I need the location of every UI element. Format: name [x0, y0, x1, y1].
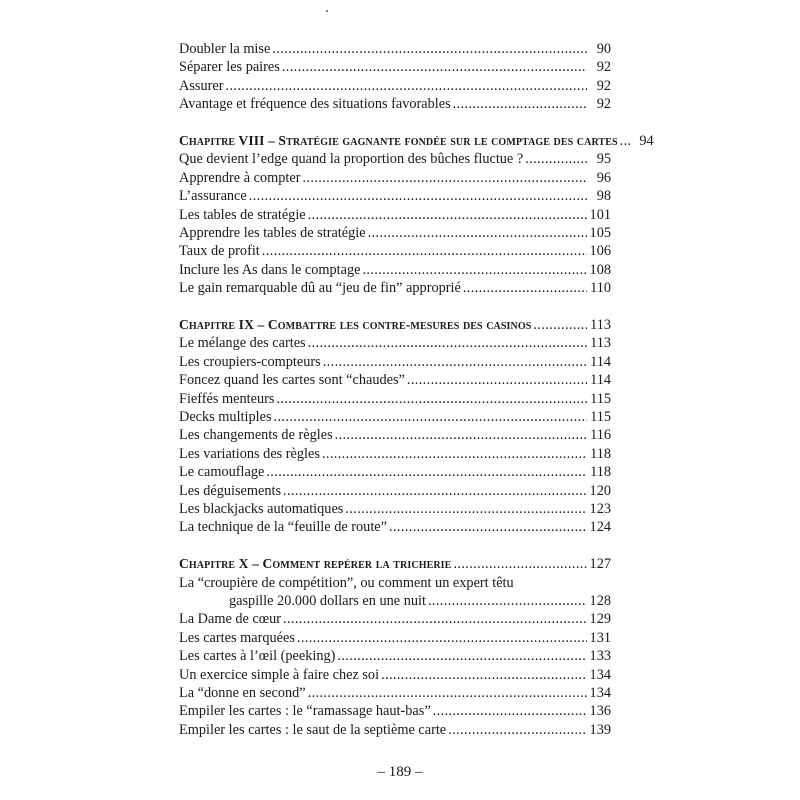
toc-entry[interactable] — [179, 40, 611, 58]
entry-page-number: 110 — [590, 280, 611, 297]
dot-leader — [297, 629, 587, 647]
entry-page-number: 131 — [589, 629, 611, 646]
toc-entry[interactable] — [179, 224, 611, 242]
entry-title: L’assurance — [179, 188, 247, 205]
dot-leader — [225, 77, 587, 95]
toc-entry[interactable] — [179, 666, 611, 684]
dot-leader — [345, 500, 587, 518]
entry-page-number: 118 — [590, 445, 611, 462]
toc-entry[interactable] — [179, 169, 611, 187]
toc-entry-continuation[interactable] — [179, 592, 611, 610]
dot-leader — [381, 666, 587, 684]
entry-page-number: 92 — [596, 96, 611, 113]
entry-page-number: 92 — [596, 77, 611, 94]
dot-leader — [337, 647, 587, 665]
toc-entry[interactable] — [179, 518, 611, 536]
entry-title: Empiler les cartes : le saut de la septième carte — [179, 721, 447, 738]
dot-leader — [262, 242, 587, 260]
entry-title: Les déguisements — [179, 482, 282, 499]
entry-page-number: 108 — [589, 261, 611, 278]
entry-title: Les cartes marquées — [179, 629, 295, 646]
dot-leader — [433, 702, 587, 720]
chapter-title: Chapitre IX – Combattre les contre-mesures des casinos — [179, 317, 532, 333]
toc-entry[interactable] — [179, 647, 611, 665]
entry-page-number: 95 — [596, 151, 611, 168]
chapter-title: Chapitre VIII – Stratégie gagnante fondée sur le comptage des cartes — [179, 133, 618, 149]
entry-page-number: 120 — [589, 482, 611, 499]
dot-leader — [283, 482, 587, 500]
toc-section — [179, 316, 611, 537]
chapter-page-number: 94 — [639, 133, 654, 150]
toc-entry[interactable] — [179, 445, 611, 463]
dot-leader — [525, 150, 587, 168]
entry-title-continuation: gaspille 20.000 dollars en une nuit — [229, 593, 426, 610]
chapter-page-number: 127 — [589, 556, 611, 573]
entry-title: Fieffés menteurs — [179, 390, 275, 407]
dot-leader — [453, 555, 587, 573]
toc-entry[interactable] — [179, 702, 611, 720]
entry-title: Foncez quand les cartes sont “chaudes” — [179, 372, 405, 389]
entry-page-number: 90 — [596, 41, 611, 57]
entry-page-number: 123 — [589, 500, 611, 517]
table-of-contents — [179, 40, 654, 739]
entry-title: Les blackjacks automatiques — [179, 500, 344, 517]
chapter-heading[interactable] — [179, 555, 611, 573]
entry-page-number: 105 — [589, 225, 611, 242]
dot-leader — [362, 261, 587, 279]
toc-entry[interactable] — [179, 206, 611, 224]
toc-entry[interactable] — [179, 261, 611, 279]
entry-title: Inclure les As dans le comptage — [179, 261, 361, 278]
entry-page-number: 106 — [589, 243, 611, 260]
entry-page-number: 96 — [596, 169, 611, 186]
toc-entry[interactable] — [179, 610, 611, 628]
entry-title: Decks multiples — [179, 409, 272, 426]
entry-page-number: 114 — [590, 372, 611, 389]
entry-title: Séparer les paires — [179, 59, 280, 76]
dot-leader — [407, 371, 587, 389]
toc-section — [179, 132, 654, 298]
dot-leader — [428, 592, 587, 610]
entry-page-number: 129 — [589, 611, 611, 628]
dot-leader — [463, 279, 587, 297]
entry-page-number: 124 — [589, 519, 611, 536]
entry-page-number: 134 — [589, 666, 611, 683]
toc-entry[interactable] — [179, 187, 611, 205]
dot-leader — [302, 169, 587, 187]
dot-leader — [282, 58, 587, 76]
entry-title: Le gain remarquable dû au “jeu de fin” approprié — [179, 280, 461, 297]
toc-section — [179, 40, 611, 114]
entry-title: Assurer — [179, 77, 224, 94]
entry-title: La Dame de cœur — [179, 611, 282, 628]
toc-entry[interactable] — [179, 463, 611, 481]
entry-page-number: 118 — [590, 464, 611, 481]
dot-leader — [266, 463, 587, 481]
toc-entry[interactable] — [179, 371, 611, 389]
entry-page-number: 134 — [589, 685, 611, 701]
dot-leader — [323, 353, 587, 371]
entry-page-number: 113 — [590, 335, 611, 352]
chapter-title: Chapitre X – Comment repérer la tricherie — [179, 556, 452, 572]
dot-leader — [283, 610, 587, 628]
toc-entry[interactable] — [179, 242, 611, 260]
toc-entry[interactable] — [179, 721, 611, 739]
dot-leader — [272, 40, 587, 58]
entry-title: Un exercice simple à faire chez soi — [179, 666, 380, 683]
entry-title: La technique de la “feuille de route” — [179, 519, 387, 536]
dot-leader — [308, 334, 587, 352]
toc-entry[interactable] — [179, 482, 611, 500]
dot-leader — [249, 187, 587, 205]
toc-section — [179, 555, 611, 739]
entry-title: La “croupière de compétition”, ou comment un expert têtu — [179, 574, 514, 591]
dot-leader — [448, 721, 587, 739]
entry-page-number: 115 — [590, 409, 611, 426]
dot-leader — [308, 684, 587, 702]
entry-page-number: 116 — [590, 427, 611, 444]
dot-leader — [368, 224, 587, 242]
entry-title: Apprendre à compter — [179, 169, 301, 186]
toc-entry[interactable] — [179, 629, 611, 647]
entry-page-number: 136 — [589, 703, 611, 720]
entry-page-number: 114 — [590, 353, 611, 370]
chapter-page-number: 113 — [590, 317, 611, 334]
entry-page-number: 101 — [589, 206, 611, 223]
entry-title: Les changements de règles — [179, 427, 333, 444]
dot-leader — [308, 206, 587, 224]
toc-entry[interactable] — [179, 408, 611, 426]
dot-leader — [322, 445, 587, 463]
entry-title: Le mélange des cartes — [179, 335, 306, 352]
entry-page-number: 98 — [596, 188, 611, 205]
entry-title: Apprendre les tables de stratégie — [179, 225, 366, 242]
dot-leader — [389, 518, 587, 536]
toc-entry[interactable] — [179, 77, 611, 95]
entry-title: La “donne en second” — [179, 685, 306, 701]
chapter-heading[interactable] — [179, 132, 654, 150]
scan-mark — [326, 10, 328, 12]
entry-page-number: 133 — [589, 648, 611, 665]
page-number: – 189 – — [377, 764, 423, 780]
dot-leader — [453, 95, 587, 113]
toc-entry[interactable] — [179, 95, 611, 113]
toc-entry[interactable] — [179, 353, 611, 371]
entry-title: Les variations des règles — [179, 445, 320, 462]
entry-title: Le camouflage — [179, 464, 265, 481]
toc-entry[interactable] — [179, 426, 611, 444]
chapter-heading[interactable] — [179, 316, 611, 334]
entry-page-number: 92 — [596, 59, 611, 76]
dot-leader — [335, 426, 587, 444]
toc-entry[interactable] — [179, 684, 611, 702]
toc-entry[interactable] — [179, 500, 611, 518]
entry-title: Les tables de stratégie — [179, 206, 306, 223]
dot-leader — [533, 316, 587, 334]
dot-leader — [620, 132, 630, 150]
entry-page-number: 139 — [589, 721, 611, 738]
toc-entry[interactable] — [179, 150, 611, 168]
toc-entry[interactable] — [179, 390, 611, 408]
dot-leader — [274, 408, 587, 426]
entry-title: Taux de profit — [179, 243, 260, 260]
entry-page-number: 128 — [589, 593, 611, 610]
entry-title: Les croupiers-compteurs — [179, 353, 321, 370]
entry-title: Avantage et fréquence des situations favorables — [179, 96, 451, 113]
toc-entry[interactable] — [179, 334, 611, 352]
entry-title: Que devient l’edge quand la proportion des bûches fluctue ? — [179, 151, 524, 168]
entry-title: Les cartes à l’œil (peeking) — [179, 648, 336, 665]
entry-title: Doubler la mise — [179, 41, 271, 57]
toc-entry[interactable] — [179, 58, 611, 76]
toc-entry[interactable] — [179, 574, 611, 592]
entry-page-number: 115 — [590, 390, 611, 407]
toc-entry[interactable] — [179, 279, 611, 297]
entry-title: Empiler les cartes : le “ramassage haut-bas” — [179, 703, 431, 720]
dot-leader — [276, 390, 587, 408]
